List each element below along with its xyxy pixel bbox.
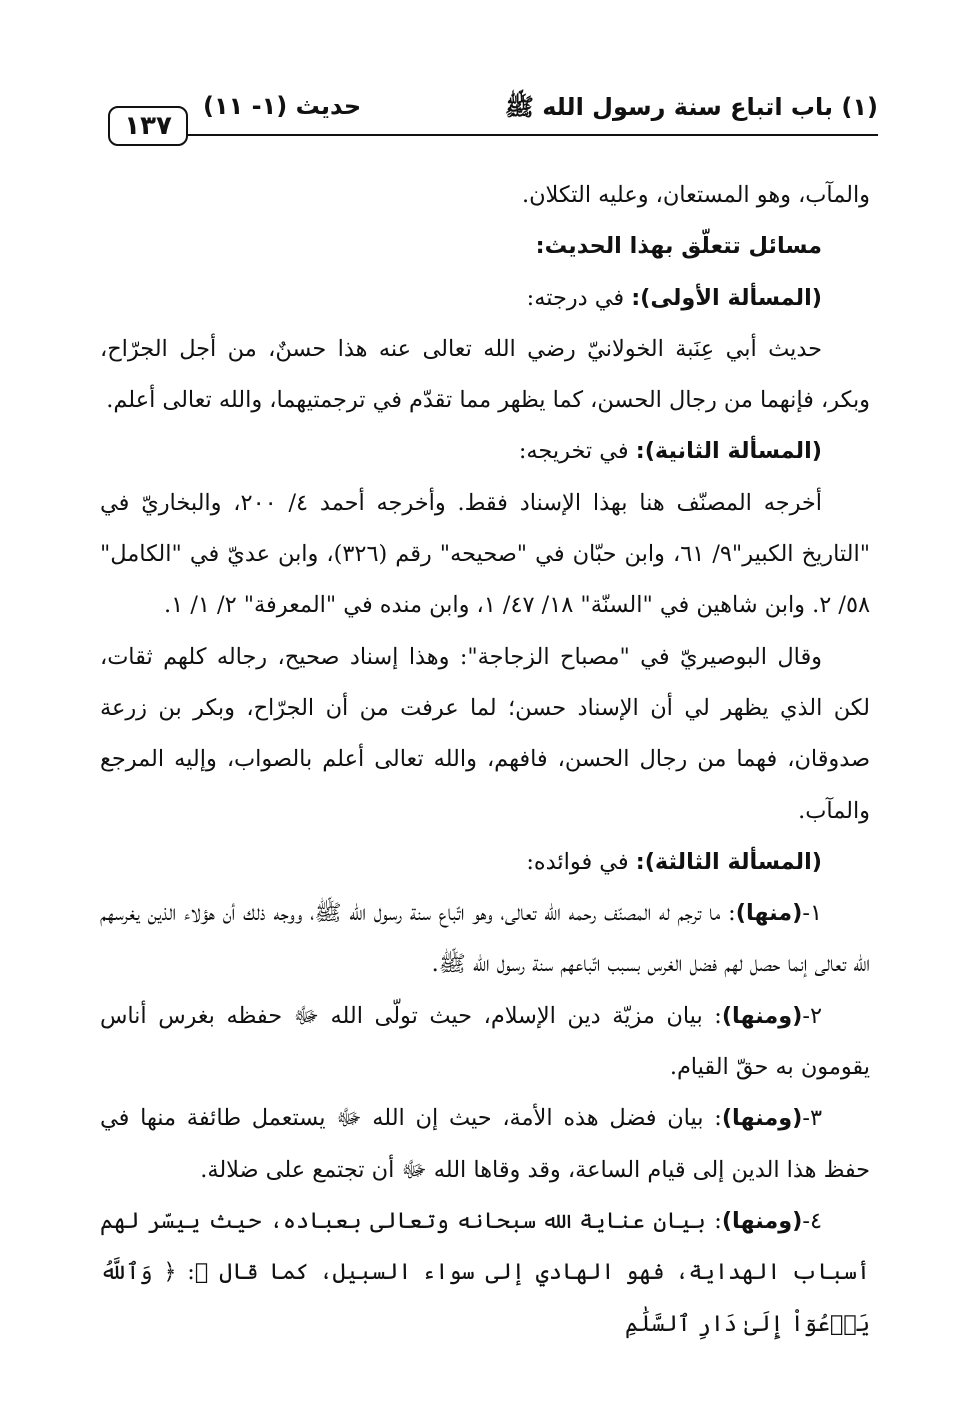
issue-1-label: (المسألة الأولى): bbox=[631, 284, 822, 311]
issue-2-text: أخرجه المصنّف هنا بهذا الإسناد فقط. وأخرجه أحمد ٤/ ٢٠٠، والبخاريّ في "التاريخ الكبير"٩/ ٦١، وابن حبّان في "صحيحه" رقم (٣٢٦)، وابن عديّ في "الكامل" ٥٨/ ٢. وابن شاهين في "السنّة" ١٨/ ٤٧/ ١، وابن منده في "المعرفة" ٢/ ١/ ١. bbox=[100, 489, 870, 619]
benefit-1 bbox=[100, 888, 870, 991]
benefit-3 bbox=[100, 1093, 870, 1196]
benefit-2-label: (ومنها) bbox=[721, 1002, 803, 1029]
issue-2-text-2: وقال البوصيريّ في "مصباح الزجاجة": وهذا إسناد صحيح، رجاله كلهم ثقات، لكن الذي يظهر لي أن الإسناد حسن؛ لما عرفت من أن الجرّاح، وبكر بن زرعة صدوقان، فهما من رجال الحسن، فافهم، والله تعالى أعلم بالصواب، وإليه المرجع والمآب. bbox=[100, 643, 870, 824]
paragraph-closing: والمآب، وهو المستعان، وعليه التكلان. bbox=[521, 182, 870, 208]
issue-2-title: في تخريجه: bbox=[518, 438, 636, 465]
running-title-chapter: (١) باب اتباع سنة رسول الله ﷺ bbox=[504, 93, 878, 121]
issue-3-label: (المسألة الثالثة): bbox=[635, 848, 822, 875]
benefit-4-number: ٤- bbox=[802, 1207, 822, 1234]
benefit-3-label: (ومنها) bbox=[721, 1105, 803, 1132]
issue-1-heading bbox=[100, 273, 870, 324]
page-header bbox=[108, 86, 878, 146]
header-rule bbox=[188, 134, 878, 136]
benefit-1-number: ١- bbox=[802, 900, 822, 927]
benefit-1-label: (منها) bbox=[735, 900, 803, 927]
section-heading: مسائل تتعلّق بهذا الحديث: bbox=[535, 233, 822, 260]
benefit-4 bbox=[100, 1196, 870, 1350]
issue-3-title: في فوائده: bbox=[526, 848, 636, 875]
benefit-1-text: : ما ترجم له المصنّف رحمه الله تعالى، وهو اتّباع سنة رسول الله ﷺ، ووجه ذلك أن هؤلاء الذين يغرسهم الله تعالى إنما حصل لهم فضل الغرس بسبب اتّباعهم سنة رسول الله ﷺ. bbox=[100, 900, 870, 978]
benefit-3-text: : بيان فضل هذه الأمة، حيث إن الله ﷻ يستعمل طائفة منها في حفظ هذا الدين إلى قيام الساعة، وقد وقاها الله ﷻ أن تجتمع على ضلالة. bbox=[100, 1105, 870, 1183]
benefit-4-label: (ومنها) bbox=[721, 1207, 803, 1234]
issue-1-title: في درجته: bbox=[526, 284, 632, 311]
page-body bbox=[100, 170, 870, 1350]
running-title-hadith: حديث (١- ١١) bbox=[203, 92, 362, 120]
benefit-2-number: ٢- bbox=[802, 1002, 822, 1029]
benefit-3-number: ٣- bbox=[802, 1105, 822, 1132]
issue-3-heading bbox=[100, 837, 870, 888]
issue-2-heading bbox=[100, 426, 870, 477]
benefit-2 bbox=[100, 991, 870, 1094]
page-number: ١٣٧ bbox=[108, 106, 188, 146]
benefit-4-text: : بيان عناية الله سبحانه وتعالى بعباده، حيث ييسّر لهم أسباب الهداية، فهو الهادي إلى سواء السبيل، كما قال ﷻ: ﴿ وَٱللَّهُ يَدۡعُوٓاْ إِلَىٰ دَارِ ٱلسَّلَٰمِ bbox=[100, 1207, 870, 1337]
issue-1-text: حديث أبي عِنَبة الخولانيّ رضي الله تعالى عنه هذا حسنٌ، من أجل الجرّاح، وبكر، فإنهما من رجال الحسن، كما يظهر مما تقدّم في ترجمتيهما، والله تعالى أعلم. bbox=[100, 335, 870, 414]
issue-2-label: (المسألة الثانية): bbox=[635, 438, 822, 465]
benefit-2-text: : بيان مزيّة دين الإسلام، حيث تولّى الله ﷻ حفظه بغرس أناس يقومون به حقّ القيام. bbox=[100, 1002, 870, 1081]
